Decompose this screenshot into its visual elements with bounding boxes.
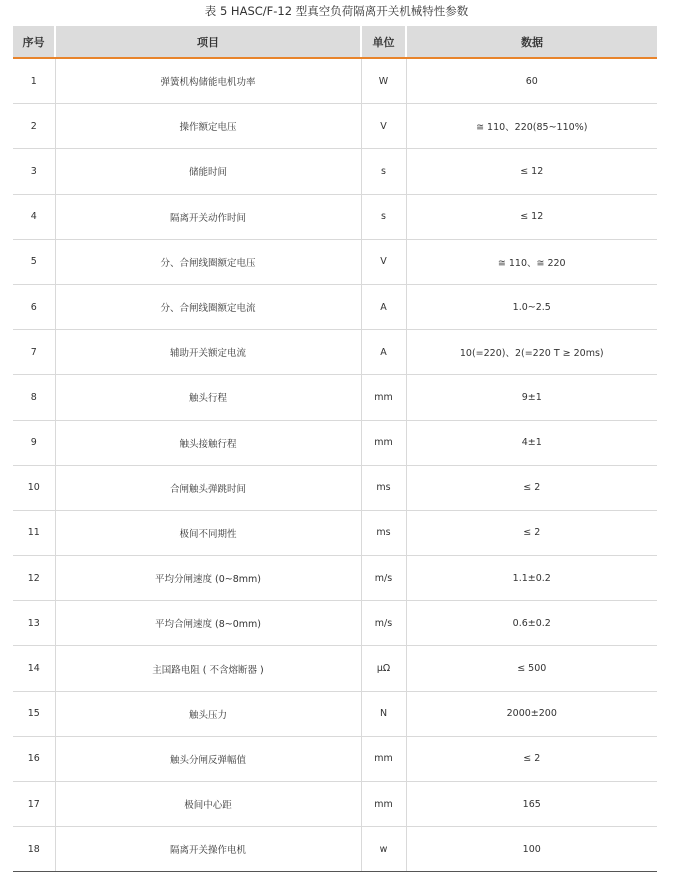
row-item: 分、合闸线圈额定电压 [55,239,361,284]
row-index: 9 [13,420,55,465]
row-item: 触头压力 [55,691,361,736]
row-index: 11 [13,510,55,555]
row-item: 隔离开关操作电机 [55,827,361,872]
row-value: ≤ 2 [406,510,657,555]
row-value: 9±1 [406,375,657,420]
row-index: 10 [13,465,55,510]
row-index: 8 [13,375,55,420]
row-unit: V [361,239,406,284]
row-unit: mm [361,375,406,420]
table-row [13,827,657,872]
table-row [13,239,657,284]
row-item: 合闸触头弹跳时间 [55,465,361,510]
row-unit: μΩ [361,646,406,691]
row-item: 触头行程 [55,375,361,420]
row-value: ≅ 110、220(85~110%) [406,104,657,149]
table-row [13,58,657,104]
row-item: 分、合闸线圈额定电流 [55,284,361,329]
row-value: 1.0~2.5 [406,284,657,329]
table-header-row [13,26,657,58]
row-unit: s [361,194,406,239]
header-value: 数据 [406,26,657,58]
parameters-table [13,26,657,872]
row-value: 60 [406,58,657,104]
row-unit: A [361,330,406,375]
table-row [13,194,657,239]
row-index: 15 [13,691,55,736]
table-row [13,149,657,194]
row-index: 2 [13,104,55,149]
row-unit: s [361,149,406,194]
table-row [13,646,657,691]
row-value: 1.1±0.2 [406,556,657,601]
row-value: 10(=220)、2(=220 T ≥ 20ms) [406,330,657,375]
row-value: ≤ 12 [406,194,657,239]
row-value: ≤ 12 [406,149,657,194]
table-row [13,284,657,329]
row-unit: mm [361,736,406,781]
row-unit: m/s [361,556,406,601]
row-item: 操作额定电压 [55,104,361,149]
row-item: 极间不同期性 [55,510,361,555]
row-value: ≅ 110、≅ 220 [406,239,657,284]
row-value: 0.6±0.2 [406,601,657,646]
row-index: 6 [13,284,55,329]
row-index: 18 [13,827,55,872]
table-row [13,375,657,420]
row-item: 辅助开关额定电流 [55,330,361,375]
table-row [13,104,657,149]
table-row [13,510,657,555]
table-row [13,465,657,510]
row-value: ≤ 2 [406,465,657,510]
row-unit: w [361,827,406,872]
row-index: 14 [13,646,55,691]
row-value: ≤ 500 [406,646,657,691]
header-index: 序号 [13,26,55,58]
row-unit: mm [361,782,406,827]
row-value: 165 [406,782,657,827]
row-value: 100 [406,827,657,872]
row-index: 1 [13,58,55,104]
table-row [13,782,657,827]
row-item: 平均合闸速度 (8~0mm) [55,601,361,646]
row-index: 17 [13,782,55,827]
row-unit: N [361,691,406,736]
table-row [13,736,657,781]
row-index: 3 [13,149,55,194]
row-index: 12 [13,556,55,601]
row-item: 触头分闸反弹幅值 [55,736,361,781]
table-row [13,556,657,601]
table-row [13,691,657,736]
row-index: 7 [13,330,55,375]
row-value: ≤ 2 [406,736,657,781]
row-item: 弹簧机构储能电机功率 [55,58,361,104]
row-value: 4±1 [406,420,657,465]
header-unit: 单位 [361,26,406,58]
row-index: 16 [13,736,55,781]
row-item: 极间中心距 [55,782,361,827]
row-item: 触头接触行程 [55,420,361,465]
row-item: 储能时间 [55,149,361,194]
row-index: 4 [13,194,55,239]
header-item: 项目 [55,26,361,58]
row-item: 隔离开关动作时间 [55,194,361,239]
row-unit: A [361,284,406,329]
row-unit: W [361,58,406,104]
row-unit: mm [361,420,406,465]
row-unit: ms [361,510,406,555]
row-unit: ms [361,465,406,510]
row-unit: V [361,104,406,149]
table-caption: 表 5 HASC/F-12 型真空负荷隔离开关机械特性参数 [204,4,469,18]
row-index: 5 [13,239,55,284]
table-row [13,330,657,375]
row-unit: m/s [361,601,406,646]
table-body [13,58,657,872]
table-row [13,601,657,646]
row-index: 13 [13,601,55,646]
row-item: 主国路电阻 ( 不含熔断器 ) [55,646,361,691]
table-row [13,420,657,465]
row-item: 平均分闸速度 (0~8mm) [55,556,361,601]
row-value: 2000±200 [406,691,657,736]
